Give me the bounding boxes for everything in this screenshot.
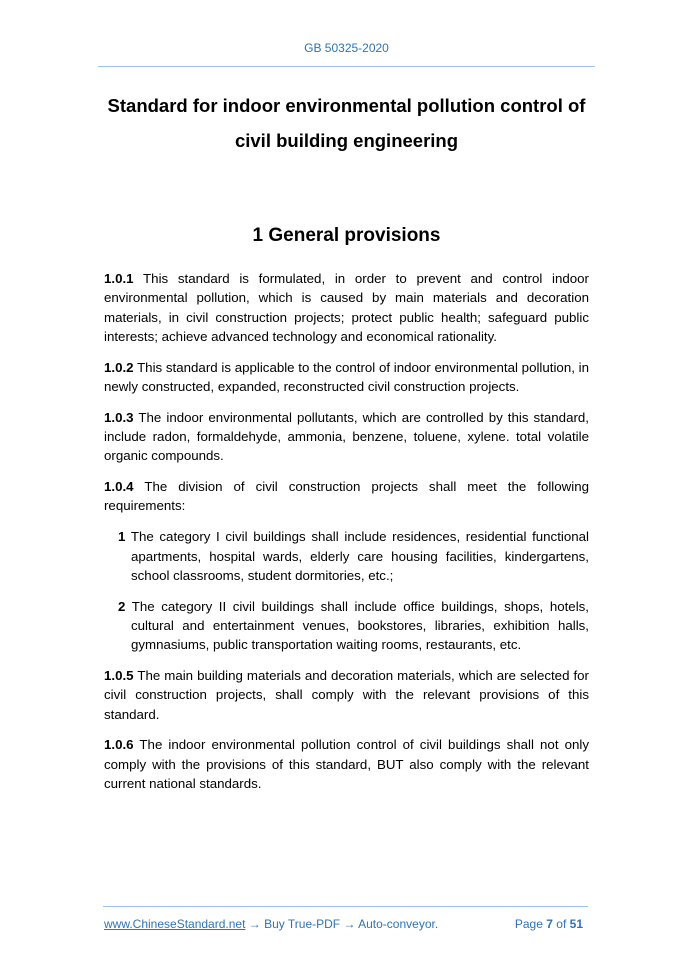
clause-number: 1.0.5 xyxy=(104,668,134,684)
clause-1-0-5 xyxy=(104,666,589,724)
list-item xyxy=(118,597,589,655)
clause-1-0-6 xyxy=(104,735,589,793)
website-link[interactable]: www.ChineseStandard.net xyxy=(104,917,246,931)
clause-1-0-3 xyxy=(104,408,589,466)
page-indicator xyxy=(515,917,583,931)
list-item xyxy=(118,527,589,585)
clause-1-0-2 xyxy=(104,358,589,397)
clause-text: This standard is formulated, in order to prevent and control indoor environmental pollution, which is caused by main materials and decoration materials, in civil construction projects; protect public health; safeguard public interests; achieve advanced technology and economical rationality. xyxy=(104,271,589,344)
item-number: 1 xyxy=(118,529,126,545)
title-line-1: Standard for indoor environmental pollution control of xyxy=(107,95,586,116)
clause-number: 1.0.4 xyxy=(104,479,134,495)
chapter-body xyxy=(104,269,589,805)
clause-text: The main building materials and decoration materials, which are selected for civil construction projects, shall comply with the relevant provisions of this standard. xyxy=(104,668,589,722)
document-title xyxy=(90,88,603,158)
clause-number: 1.0.6 xyxy=(104,737,134,753)
item-text: The category I civil buildings shall include residences, residential functional apartments, hospital wards, elderly care housing facilities, kindergartens, school classrooms, student dormitories, etc.; xyxy=(130,529,589,583)
chapter-heading: 1 General provisions xyxy=(252,225,441,246)
clause-text: The division of civil construction projects shall meet the following requirements: xyxy=(104,479,589,514)
clause-1-0-1 xyxy=(104,269,589,346)
item-number: 2 xyxy=(118,598,126,614)
page-label: Page xyxy=(514,917,543,931)
footer-divider xyxy=(103,906,588,907)
title-line-2: civil building engineering xyxy=(234,130,459,151)
clause-number: 1.0.3 xyxy=(104,409,134,425)
document-code-header: GB 50325-2020 xyxy=(304,41,389,55)
clause-1-0-4 xyxy=(104,477,589,516)
clause-text: The indoor environmental pollution control of civil buildings shall not only comply with the provisions of this standard, BUT also comply with the relevant current national standards. xyxy=(104,737,589,792)
page-footer xyxy=(104,917,589,931)
page-current: 7 xyxy=(546,917,553,931)
page-total: 51 xyxy=(569,917,583,931)
item-text: The category II civil buildings shall include office buildings, shops, hotels, cultural and entertainment venues, bookstores, libraries, exhibition halls, gymnasiums, public transportation waiting rooms, restaurants, etc. xyxy=(131,598,589,653)
header-divider xyxy=(98,66,595,67)
clause-number: 1.0.1 xyxy=(104,271,134,286)
clause-text: This standard is applicable to the control of indoor environmental pollution, in newly constructed, expanded, reconstructed civil construction projects. xyxy=(104,359,589,394)
clause-text: The indoor environmental pollutants, which are controlled by this standard, include radon, formaldehyde, ammonia, benzene, toluene, xylene. total volatile organic compounds. xyxy=(104,409,589,464)
of-label: of xyxy=(556,917,567,931)
clause-number: 1.0.2 xyxy=(104,359,134,375)
footer-trail: → Buy True-PDF → Auto-conveyor. xyxy=(245,917,439,931)
